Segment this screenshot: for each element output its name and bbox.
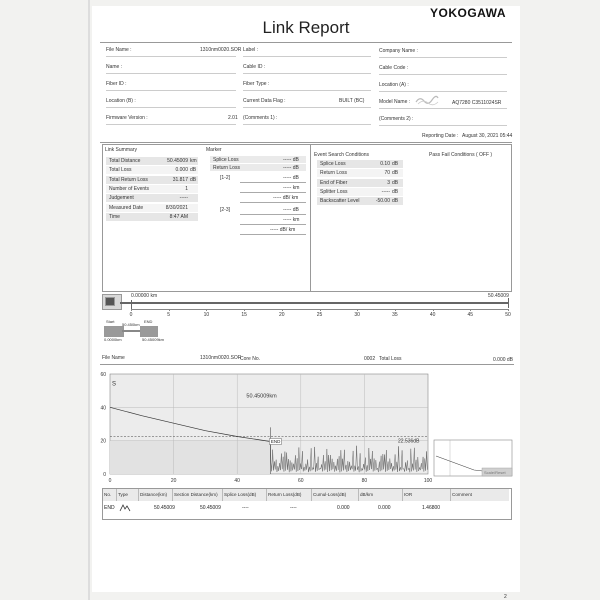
event-search-label: Splice Loss [320, 161, 346, 167]
current-data-flag-label: Current Data Flag : [243, 98, 286, 104]
event-search-label: Splitter Loss [320, 188, 348, 195]
marker-12-db: ----- dB [283, 175, 299, 181]
link-summary-label: Time [109, 213, 120, 220]
event-search-value: ----- [381, 188, 390, 195]
field-line [379, 74, 507, 75]
comments1-label: (Comments 1) : [243, 115, 278, 121]
cable-id-label: Cable ID : [243, 64, 266, 70]
x-tick-label: 60 [298, 478, 304, 484]
event-table-cell: 50.45009 [154, 505, 175, 511]
map-tick-label: 0 [129, 312, 133, 318]
event-search-unit: dB [392, 161, 399, 167]
event-search-value: -50.00 [375, 198, 390, 205]
end-connector-icon [140, 326, 158, 337]
event-search-value: 70 [384, 170, 390, 177]
cable-code-label: Cable Code : [379, 65, 409, 71]
plot-shading [110, 441, 270, 474]
marker-splice-loss-label: Splice Loss [213, 157, 239, 163]
event-table-col-sep [358, 489, 359, 501]
link-summary-value: 1 [185, 185, 188, 192]
end-event-label: END [270, 439, 281, 444]
x-tick-label: 40 [234, 478, 240, 484]
field-line [243, 73, 371, 74]
link-summary-unit: dB [190, 176, 197, 183]
link-summary-label: Judgement [109, 195, 134, 202]
event-table-header-cell: Comment [452, 492, 472, 497]
link-summary-label: Total Distance [109, 158, 141, 164]
map-tick-mark [433, 309, 434, 311]
core-no-label: Core No. [240, 356, 261, 362]
map-tick-mark [131, 309, 132, 311]
marker-field [240, 174, 306, 183]
event-table-header-cell: Cumul-Loss(dB) [313, 492, 347, 497]
marker-field [240, 226, 306, 235]
map-tick-mark [206, 309, 207, 311]
link-summary-label: Measured Date [109, 204, 144, 211]
marker-12-km: ----- km [283, 185, 300, 191]
marker-12-dbkm: ----- dB/ km [273, 195, 299, 201]
marker-return-loss-value: ----- dB [283, 165, 299, 171]
core-no-value: 0002 [364, 356, 376, 362]
map-tick-label: 10 [203, 312, 210, 318]
marker-splice-loss-value: ----- dB [283, 157, 299, 163]
event-table-header-cell: Type [118, 492, 128, 497]
event-table-col-sep [222, 489, 223, 501]
redaction-scribble [414, 94, 440, 106]
map-tick-mark [282, 309, 283, 311]
event-table-cell: 0.000 [337, 505, 350, 511]
event-table-header-cell: Section Distance(km) [174, 492, 218, 497]
field-line [243, 56, 371, 57]
y-tick-label: 0 [103, 472, 106, 478]
otdr-screen-icon [105, 297, 115, 306]
total-loss-label: Total Loss [379, 356, 402, 362]
file-name-label: File Name : [106, 47, 132, 53]
event-table-cell: 0.000 [378, 505, 391, 511]
comments2-label: (Comments 2) : [379, 116, 414, 122]
fiber-segment [122, 330, 140, 332]
x-tick-label: 80 [361, 478, 368, 484]
map-tick-label: 15 [241, 312, 247, 318]
marker-12-label: [1-2] [220, 175, 231, 181]
location-b-label: Location (B) : [106, 98, 136, 104]
title-divider [100, 42, 512, 43]
map-tick-label: 35 [392, 312, 398, 318]
event-table-cell: END [104, 505, 115, 511]
fiber-id-label: Fiber ID : [106, 81, 127, 87]
marker-title: Marker [206, 147, 222, 153]
reporting-date-value: August 30, 2021 05:44 [462, 133, 513, 139]
location-a-label: Location (A) : [379, 82, 409, 88]
marker-23-db: ----- dB [283, 207, 299, 213]
map-start-distance: 0.00000 km [131, 293, 158, 299]
event-table-cell: ---- [290, 505, 297, 511]
launch-label: Start [106, 319, 115, 324]
map-tick-mark [320, 309, 321, 311]
event-table-header-cell: Splice Loss(dB) [224, 492, 257, 497]
map-tick-label: 5 [167, 312, 171, 318]
field-line [106, 124, 236, 125]
total-loss-value: 0.000 dB [493, 357, 514, 363]
event-search-unit: dB [392, 170, 399, 177]
event-search-unit: dB [392, 179, 399, 186]
segment-top-label: 50.450km [122, 322, 140, 327]
fiber-bar [120, 302, 508, 304]
map-end-distance: 50.45009 [488, 293, 509, 299]
event-table-header-cell: Distance(km) [140, 492, 168, 497]
event-table-cell: ---- [242, 505, 249, 511]
event-table-cell: 50.45009 [200, 505, 221, 511]
map-tick-mark [508, 309, 509, 311]
trace-header-divider [100, 364, 514, 365]
event-search-label: Backscatter Level [320, 198, 360, 205]
marker-field [240, 194, 306, 203]
event-table-col-sep [450, 489, 451, 501]
link-summary-value: 8:47 AM [169, 213, 188, 220]
y-tick-label: 20 [100, 438, 106, 445]
reporting-date-label: Reporting Date : [422, 133, 459, 139]
event-table-header-cell: IOR [404, 492, 413, 497]
x-tick-label: 0 [108, 478, 112, 484]
event-search-unit: dB [392, 188, 399, 195]
event-table-col-sep [116, 489, 117, 501]
event-search-label: Return Loss [320, 170, 347, 177]
launch-distance: 0.0000km [104, 337, 122, 342]
map-end-marker [508, 298, 509, 308]
map-tick-label: 50 [505, 312, 511, 318]
report-page [92, 6, 520, 600]
marker-return-loss-label: Return Loss [213, 165, 240, 171]
label-label: Label : [243, 47, 259, 53]
event-table-col-sep [402, 489, 403, 501]
marker-field [240, 216, 306, 225]
file-name-value: 1310nm0020.SOR [200, 47, 242, 53]
marker-field [240, 206, 306, 215]
event-search-value: 3 [387, 179, 390, 186]
marker-23-label: [2-3] [220, 207, 231, 213]
name-label: Name : [106, 64, 123, 70]
event-table-header-cell: Return Loss(dB) [268, 492, 302, 497]
map-tick-label: 30 [354, 312, 360, 318]
link-summary-unit: km [190, 158, 197, 164]
field-line [106, 107, 236, 108]
company-name-label: Company Name : [379, 48, 418, 54]
launch-connector-icon [104, 326, 124, 337]
y-tick-label: 60 [100, 372, 106, 378]
inset-label: Scale/Reset [484, 470, 506, 475]
link-summary-value: 50.45009 [167, 158, 188, 164]
field-line [106, 56, 236, 57]
map-tick-label: 25 [316, 312, 323, 318]
x-tick-label: 100 [423, 478, 433, 484]
end-node-label: END [144, 319, 153, 324]
page-number: 2 [504, 594, 507, 600]
field-line [379, 57, 507, 58]
link-summary-title: Link Summary [105, 147, 137, 153]
field-line [243, 107, 371, 108]
map-tick-label: 40 [429, 312, 436, 318]
link-summary-unit: dB [190, 167, 197, 174]
event-search-value: 0.10 [380, 161, 390, 167]
map-tick-mark [395, 309, 396, 311]
y-tick-label: 40 [100, 405, 106, 412]
distance-annotation: 50.45009km [246, 393, 277, 400]
model-name-value: AQ7280 C3511024SR [452, 100, 502, 106]
current-data-flag-value: BUILT (BC) [339, 98, 365, 104]
marker-23-dbkm: ----- dB/ km [270, 227, 296, 233]
level-annotation: 22.536dB [398, 438, 420, 445]
map-tick-mark [169, 309, 170, 311]
event-table-col-sep [266, 489, 267, 501]
field-line [106, 73, 236, 74]
end-event-type-icon-path [120, 505, 130, 511]
event-table-col-sep [311, 489, 312, 501]
event-table-col-sep [138, 489, 139, 501]
report-title: Link Report [262, 18, 350, 37]
map-tick-label: 20 [279, 312, 285, 318]
firmware-version-label: Firmware Version : [106, 115, 148, 121]
field-line [106, 90, 236, 91]
field-line [379, 125, 507, 126]
link-summary-label: Total Loss [109, 167, 132, 174]
map-tick-mark [357, 309, 358, 311]
event-search-unit: dB [392, 198, 399, 205]
event-table-col-sep [172, 489, 173, 501]
info-divider [100, 142, 512, 143]
event-table-cell: 1.46800 [422, 505, 441, 511]
field-line [379, 108, 507, 109]
map-tick-mark [470, 309, 471, 311]
brand-logo: YOKOGAWA [429, 6, 506, 20]
event-search-label: End of Fiber [320, 179, 348, 186]
event-table-header-cell: dB/km [360, 492, 374, 497]
link-summary-value: 31.817 [172, 176, 188, 183]
x-tick-label: 20 [170, 478, 177, 484]
otdr-trace-chart [92, 366, 520, 486]
link-summary-label: Total Return Loss [109, 176, 148, 183]
firmware-version-value: 2.01 [228, 115, 238, 121]
trace-file-name-label: File Name [102, 355, 125, 361]
map-tick-label: 45 [467, 312, 474, 318]
marker-field [240, 184, 306, 193]
link-summary-value: 8/30/2021 [165, 204, 188, 211]
end-event-type-icon [119, 503, 131, 512]
marker-23-km: ----- km [283, 217, 300, 223]
link-summary-value: 0.000 [175, 167, 188, 174]
link-summary-label: Number of Events [109, 185, 150, 192]
pass-fail-title: Pass Fail Conditions ( OFF ) [429, 152, 493, 158]
map-tick-mark [244, 309, 245, 311]
segment-bottom-label: 50.45009km [142, 337, 165, 342]
fiber-type-label: Fiber Type : [243, 81, 270, 87]
field-line [379, 91, 507, 92]
link-summary-value: ----- [179, 195, 188, 202]
model-name-label: Model Name : [379, 99, 411, 105]
field-line [243, 124, 371, 125]
event-search-title: Event Search Conditions [314, 152, 370, 158]
event-table-header-cell: No. [104, 492, 112, 497]
scan-edge [88, 0, 90, 600]
field-line [243, 90, 371, 91]
start-marker-label: S [112, 381, 117, 388]
trace-file-name-value: 1310nm0020.SOR [200, 355, 242, 361]
